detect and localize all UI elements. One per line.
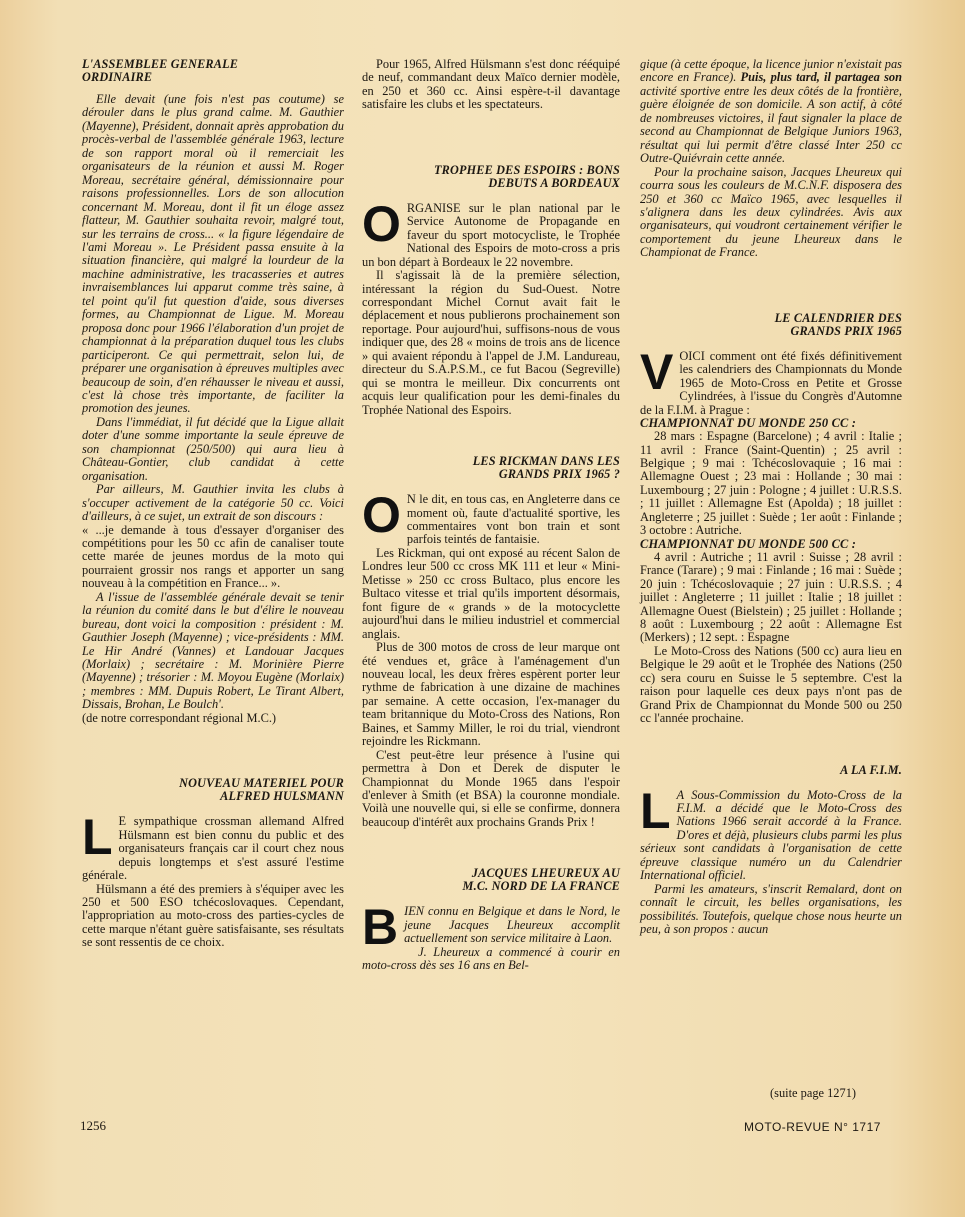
heading-trophee: TROPHEE DES ESPOIRS : BONS DEBUTS A BORDEAUX [433,162,620,190]
paragraph [640,58,902,166]
paragraph: Parmi les amateurs, s'inscrit Remalard, dont on connaît le circuit, les belles organisations, les possibilités. Toutefois, quelque chose nous heurte un peu, à son propos : aucun [640,881,902,937]
paragraph: C'est peut-être leur présence à l'usine qui permettra à Don et Derek de disputer le Championnat du Monde 1965 dans l'espoir d'enlever à Smith (et BSA) la couronne mondiale. Voilà une nouvelle qui, si elle se confirme, donnera beaucoup d'intérêt aux prochains Grands Prix ! [362,747,620,829]
paragraph: Par ailleurs, M. Gauthier invita les clubs à s'occuper activement de la catégorie 50 cc. Voici d'ailleurs, à ce sujet, un extrait de son discours : [82,482,344,524]
paragraph: IEN connu en Belgique et dans le Nord, le jeune Jacques Lheureux accomplit actuellement son service militaire à Laon. [404,904,620,946]
paragraph: Hülsmann a été des premiers à s'équiper avec les 250 et 500 ESO tchécoslovaques. Cependant, l'appropriation au moto-cross des parties-cycles de cette marque n'étant guère satisfaisante, ses résultats se sont ressentis de ce choix. [82,881,344,950]
paragraph: E sympathique crossman allemand Alfred Hülsmann est bien connu du public et des organisateurs français car il court chez nous depuis longtemps et s'est assuré l'estime générale. [82,814,344,883]
page-number: 1256 [80,1118,106,1133]
paragraph: Plus de 300 motos de cross de leur marque ont été vendues et, grâce à l'aménagement d'un nouveau local, les deux frères espèrent porter leur rythme de fabrication à une dizaine de machines par semaine. A cette occasion, l'ex-manager du team britannique du Moto-Cross des Nations, Ron Baines, et Sammy Miller, le roi du trial, viendront rejoindre les Rickmann. [362,640,620,749]
paragraph: Pour la prochaine saison, Jacques Lheureux qui courra sous les couleurs de M.C.N.F. disposera des 250 et 360 cc Maïco 1965, avec lesquelles il s'alignera dans les deux cylindrées. Avis aux organisateurs, qui voudront certainement vérifier le comportement du jeune Lheureux dans le Championat de France. [640,164,902,260]
drop-cap: V [640,343,674,400]
paragraph: Les Rickman, qui ont exposé au récent Salon de Londres leur 500 cc cross MK 111 et leur « Mini-Metisse » 250 cc cross Bultaco, plus encore les Bultaco vitesse et trial qu'ils importent désormais, font figure de « grands » de la motocyclette aujourd'hui dans le milieu industriel et commercial anglais. [362,545,620,641]
heading-rickman: LES RICKMAN DANS LES GRANDS PRIX 1965 ? [472,454,620,482]
paragraph: N le dit, en tous cas, en Angleterre dans ce moment où, faute d'actualité sportive, les commentaires vont bon train et sont parfois teintés de fantaisie. [406,492,620,547]
drop-cap: L [640,782,671,839]
heading-assemblee: L'ASSEMBLEE GENERALE ORDINAIRE [82,57,239,84]
paragraph: « ...je demande à tous d'essayer d'organiser des compétitions pour les 50 cc afin de canaliser toute cette marée de jeunes mordus de la moto qui pourraient grossir nos rangs et apporter un sang nouveau à la compétition en France... ». [82,522,344,591]
subheading-250: CHAMPIONNAT DU MONDE 250 CC : [640,416,857,431]
paragraph: Pour 1965, Alfred Hülsmann s'est donc rééquipé de neuf, commandant deux Maïco dernier modèle, en 250 et 360 cc. Ainsi espère-t-il davantage satisfaire les clubs et les spectateurs. [362,57,620,112]
drop-cap: O [362,195,401,252]
drop-cap: B [362,899,399,956]
column-2 [362,58,620,973]
paragraph: OICI comment ont été fixés définitivement les calendriers des Championnats du Monde 1965 de Moto-Cross en Petite et Grosse Cylindrées, à l'issue du Congrès d'Automne de la F.I.M. à Prague : [640,348,902,417]
subheading-500: CHAMPIONNAT DU MONDE 500 CC : [640,536,857,551]
text-run-bold: Puis, plus tard, il partagea son [740,70,902,85]
continued-note: (suite page 1271) [770,1086,857,1100]
paragraph: Elle devait (une fois n'est pas coutume) se dérouler dans le plus grand calme. M. Gauthier (Mayenne), Président, donnait après approbation du procès-verbal de l'assemblée générale 1963, lecture de son rapport moral où il remerciait les organisateurs de la réunion et aussi M. Roger Moreau, secrétaire général, démissionnaire pour raisons professionnelles. Lors de son allocution concernant M. Moreau, dont il fit un éloge assez flatteur, M. Gauthier souhaita revoir, malgré tout, sur les terrains de cross... « la figure légendaire de l'ami Moreau ». Le Président passa ensuite à la situation financière, qui malgré la lourdeur de la machine administrative, les tracasseries et autres invraisemblances lui apparut comme très saine, à tel point qu'il fut question d'aide, sous diverses formes, au Championnat de Ligue. M. Moreau proposa donc pour 1966 l'élaboration d'un projet de championnat à la préparation duquel tous les clubs participeront. Ce qui permettrait, selon lui, de préparer une organisation à épreuves multiples avec beaucoup de soin, d'en réhausser le niveau et aussi, c'est là chose très importante, de faciliter la promotion des jeunes. [82,92,344,416]
drop-cap: L [82,809,113,866]
correspondent-credit: (de notre correspondant régional M.C.) [82,710,277,725]
text-run: gique (à cette époque, la licence junior n'existait pas encore en France). [640,57,902,85]
paragraph: RGANISE sur le plan national par le Service Autonome de Propagande en faveur du sport motocycliste, le Trophée National des Espoirs de moto-cross a pris un bon départ à Bordeaux le 22 novembre. [362,200,620,269]
paragraph: Il s'agissait là de la première sélection, intéressant la région du Sud-Ouest. Notre correspondant Michel Cornut avait fait le déplacement et nous publierons prochainement son reportage. Pour aujourd'hui, suffisons-nous de vous indiquer que, des 28 « moins de trois ans de licence » qui avaient répondu à l'appel de J.M. Landureau, directeur du S.A.P.S.M., ce fut Bacou (Segreville) qui se montra le meilleur. Dix concurrents ont acquis leur qualification pour les demi-finales du Trophée National des Espoirs. [362,268,620,417]
paragraph: J. Lheureux a commencé à courir en moto-cross dès ses 16 ans en Bel- [362,944,620,973]
heading-hulsmann: NOUVEAU MATERIEL POUR ALFRED HULSMANN [179,776,344,804]
column-1 [82,58,344,950]
paragraph: A l'issue de l'assemblée générale devait se tenir la réunion du comité dans le but d'élire le nouveau bureau, dont voici la composition : président : M. Gauthier Joseph (Mayenne) ; vice-présidents : MM. Le Hir André (Vannes) et Landouar Jacques (Morlaix) ; secrétaire : M. Morinière Pierre (Mayenne) ; trésorier : M. Moyou Eugène (Morlaix) ; membres : MM. Dupuis Robert, Le Tirant Albert, Dissais, Brohan, Le Boulch'. [82,589,344,712]
paragraph: Dans l'immédiat, il fut décidé que la Ligue allait doter d'une somme importante la seule épreuve de son championnat (250/500) qui aura lieu à Château-Gontier, club candidat à cette organisation. [82,414,344,483]
heading-fim: A LA F.I.M. [840,762,902,777]
column-3 [640,58,902,937]
heading-calendrier: LE CALENDRIER DES GRANDS PRIX 1965 [774,310,902,338]
paragraph: 4 avril : Autriche ; 11 avril : Suisse ; 28 avril : France (Tarare) ; 9 mai : Finlande ; 16 mai : Suède ; 20 juin : Tchécoslovaquie ; 27 juin : U.R.S.S. ; 4 juillet : Angleterre ; 11 juillet : Italie ; 18 juillet : Allemagne Ouest (Bielstein) ; 25 juillet : Hollande ; 8 août : Luxembourg ; 22 août : Allemagne Est (Merkers) ; 12 sept. : Espagne [640,549,902,645]
paragraph: 28 mars : Espagne (Barcelone) ; 4 avril : Italie ; 11 avril : France (Saint-Quentin) ; 25 avril : Belgique ; 9 mai : Tchécoslovaquie ; 16 mai : Allemagne Ouest ; 23 mai : Hollande ; 30 mai : Luxembourg ; 27 juin : Pologne ; 4 juillet : U.R.S.S. ; 11 juillet : Allemagne Est (Apolda) ; 18 juillet : Angleterre ; 25 juillet : Suède ; 1er août : Finlande ; 3 octobre : Autriche. [640,429,902,538]
paragraph: A Sous-Commission du Moto-Cross de la F.I.M. a décidé que le Moto-Cross des Nations 1966 serait accordé à la France. D'ores et déjà, plusieurs clubs parmi les plus sérieux sont candidats à l'organisation de cette épreuve classique numéro un du Calendrier International officiel. [640,787,902,883]
drop-cap: O [362,487,401,544]
magazine-issue: MOTO-REVUE N° 1717 [744,1120,881,1134]
text-run: activité sportive entre les deux côtés de la frontière, guère éloignée de son domicile. A son actif, à côté de nombreuses victoires, il faut signaler la place de second au Championnat de Belgique Juniors 1963, résultat qui lui permit d'être classé Inter 250 cc Outre-Quiévrain cette année. [640,83,902,166]
heading-lheureux: JACQUES LHEUREUX AU M.C. NORD DE LA FRANCE [462,866,620,894]
paragraph: Le Moto-Cross des Nations (500 cc) aura lieu en Belgique le 29 août et le Trophée des Nations (250 cc) sera couru en Suisse le 5 septembre. C'est la raison pour laquelle ces deux pays n'ont pas de Grand Prix de Championnat du Monde 500 ou 250 cc l'année prochaine. [640,643,902,726]
